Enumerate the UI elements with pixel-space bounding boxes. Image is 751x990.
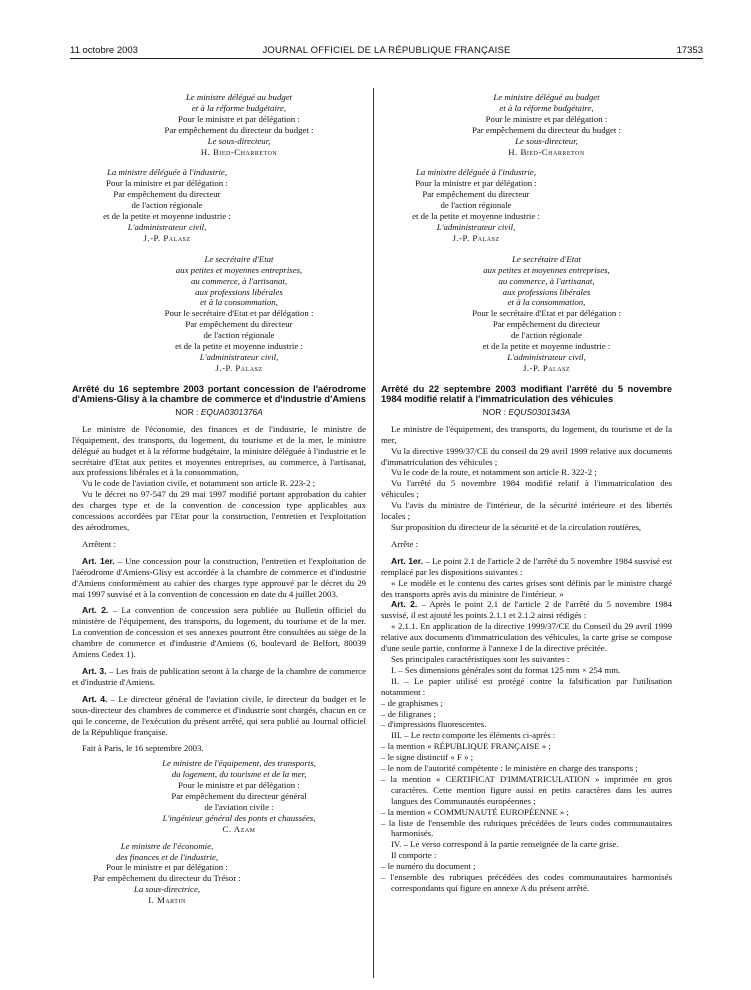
article-paragraph bbox=[72, 605, 366, 660]
signature-line: Le ministre de l'économie, bbox=[120, 840, 214, 851]
signature-line: Par empêchement du directeur du budget : bbox=[471, 124, 621, 135]
list-item: – le nom de l'autorité compétente : le ministère en charge des transports ; bbox=[381, 763, 638, 774]
point-III: III. – Le recto comporte les éléments ci-après : bbox=[391, 730, 556, 741]
article-text: – Le point 2.1 de l'article 2 de l'arrêté du 5 novembre 1984 susvisé est remplacé par les dispositions suivantes : bbox=[381, 555, 672, 577]
visa-paragraph: Vu la directive 1999/37/CE du conseil du 29 avril 1999 relative aux documents d'immatriculation des véhicules ; bbox=[381, 445, 672, 467]
point-IV: IV. – Le verso correspond à la partie renseignée de la carte grise. bbox=[391, 839, 619, 850]
list-item: – la mention « COMMUNAUTÉ EUROPÉENNE » ; bbox=[381, 806, 569, 817]
signature-line: au commerce, à l'artisanat, bbox=[498, 275, 595, 286]
signature-line: La ministre déléguée à l'industrie, bbox=[415, 167, 537, 178]
signature-line: Pour le secrétaire d'Etat et par délégation : bbox=[164, 308, 314, 319]
page-header bbox=[70, 44, 703, 59]
signature-line: de l'action régionale bbox=[131, 200, 203, 211]
signature-line: et à la consommation, bbox=[507, 297, 586, 308]
signature-secretaire-etat bbox=[381, 254, 672, 374]
article-paragraph bbox=[72, 556, 366, 600]
nor-label: NOR : bbox=[482, 406, 506, 417]
comporte-intro: Il comporte : bbox=[391, 850, 437, 861]
signature-line: Le sous-directeur, bbox=[207, 135, 271, 146]
signature-line: Par empêchement du directeur du Trésor : bbox=[93, 873, 241, 884]
list-item: – de filigranes ; bbox=[381, 708, 436, 719]
signature-line: Par empêchement du directeur du budget : bbox=[164, 124, 314, 135]
article-paragraph bbox=[72, 666, 366, 688]
signature-line: Le secrétaire d'Etat bbox=[512, 253, 581, 264]
signature-line: Pour le secrétaire d'Etat et par délégation : bbox=[472, 308, 621, 319]
column-divider bbox=[373, 88, 374, 978]
signature-line: et de la petite et moyenne industrie : bbox=[412, 211, 540, 222]
signature-line: et à la réforme budgétaire, bbox=[499, 102, 594, 113]
article-paragraph bbox=[72, 694, 366, 738]
signature-economie bbox=[72, 841, 262, 906]
left-column bbox=[72, 92, 366, 972]
signature-secretaire-etat bbox=[72, 254, 366, 374]
list-item: – le signe distinctif « F » ; bbox=[381, 752, 474, 763]
arrete-heading: Arrête : bbox=[391, 538, 419, 549]
signature-name: C. Azam bbox=[222, 823, 256, 834]
signature-line: Par empêchement du directeur bbox=[422, 189, 530, 200]
signature-line: aux professions libérales bbox=[502, 286, 591, 297]
signature-line: et de la petite et moyenne industrie : bbox=[103, 211, 231, 222]
characteristics-intro: Ses principales caractéristiques sont les suivantes : bbox=[391, 653, 570, 664]
right-column bbox=[381, 92, 672, 972]
signature-name: J.-P. Palasz bbox=[452, 232, 500, 243]
article-label: Art. 2. bbox=[82, 605, 109, 616]
nor-label: NOR : bbox=[175, 406, 199, 417]
arrete-body bbox=[72, 424, 366, 754]
signature-line: aux petites et moyennes entreprises, bbox=[175, 264, 303, 275]
signature-line: aux professions libérales bbox=[195, 286, 283, 297]
signature-line: Pour le ministre et par délégation : bbox=[106, 862, 228, 873]
nor-reference bbox=[381, 407, 672, 418]
nor-code: EQUA0301376A bbox=[200, 406, 263, 417]
signature-line: du logement, du tourisme et de la mer, bbox=[171, 769, 307, 780]
signature-line: Le ministre délégué au budget bbox=[185, 92, 293, 102]
arrete-title: Arrêté du 22 septembre 2003 modifiant l'arrêté du 5 novembre 1984 modifié relatif à l'immatriculation des véhicules bbox=[381, 383, 672, 405]
signature-equipement bbox=[72, 758, 366, 834]
signature-line: Par empêchement du directeur bbox=[185, 319, 293, 330]
article-label: Art. 1er. bbox=[391, 555, 424, 566]
signature-name: J.-P. Palasz bbox=[522, 362, 571, 373]
signature-line: Pour la ministre et par délégation : bbox=[106, 178, 228, 189]
point-I: I. – Ses dimensions générales sont du format 125 mm × 254 mm. bbox=[391, 664, 621, 675]
signature-line: Par empêchement du directeur bbox=[492, 319, 601, 330]
signature-line: des finances et de l'industrie, bbox=[115, 851, 219, 862]
visa-paragraph: Vu le code de l'aviation civile, et notamment son article R. 223-2 ; bbox=[82, 478, 316, 489]
signature-line: La sous-directrice, bbox=[133, 884, 201, 895]
article-text: – Le directeur général de l'aviation civile, le directeur du budget et le sous-directeur des chambres de commerce et d'industrie sont chargés, chacun en ce qui le concerne, de l'exécution du présent arrêté, qui sera publié au Journal officiel de la République française. bbox=[72, 693, 366, 737]
visa-paragraph: Vu l'avis du ministre de l'intérieur, de la sécurité intérieure et des libertés locales ; bbox=[381, 500, 672, 522]
article-label: Art. 4. bbox=[82, 693, 108, 704]
signature-line: L'administrateur civil, bbox=[507, 351, 586, 362]
signature-line: de l'action régionale bbox=[440, 200, 512, 211]
list-item: – la mention « RÉPUBLIQUE FRANÇAISE » ; bbox=[381, 741, 551, 752]
article-label: Art. 1er. bbox=[82, 555, 115, 566]
signature-budget bbox=[72, 92, 366, 157]
list-item: – de graphismes ; bbox=[381, 697, 443, 708]
list-item: – l'ensemble des rubriques précédées des codes communautaires harmonisés correspondants qui figure en annexe A du présent arrêté. bbox=[381, 872, 672, 893]
header-title: JOURNAL OFFICIEL DE LA RÉPUBLIQUE FRANÇAISE bbox=[262, 45, 511, 56]
point-II: II. – Le papier utilisé est protégé contre la falsification par l'utilisation notamment : bbox=[381, 675, 672, 697]
list-item: – d'impressions fluorescentes. bbox=[381, 719, 487, 730]
article-text: – Après le point 2.1 de l'article 2 de l'arrêté du 5 novembre 1984 susvisé, il est ajouté les points 2.1.1 et 2.1.2 ainsi rédigés : bbox=[381, 599, 672, 621]
signature-line: Pour le ministre et par délégation : bbox=[485, 113, 608, 124]
signature-line: de l'action régionale bbox=[203, 330, 275, 341]
visa-paragraph: Sur proposition du directeur de la sécurité et de la circulation routières, bbox=[391, 522, 642, 532]
signature-line: Le secrétaire d'Etat bbox=[204, 253, 274, 264]
signature-line: de l'action régionale bbox=[511, 330, 582, 341]
signature-industrie bbox=[381, 167, 571, 243]
signature-line: La ministre déléguée à l'industrie, bbox=[106, 167, 228, 178]
article-paragraph bbox=[381, 556, 672, 578]
signature-line: L'administrateur civil, bbox=[127, 221, 207, 232]
list-item: – la liste de l'ensemble des rubriques précédées de leurs codes communautaires harmonisés. bbox=[381, 817, 672, 839]
signature-line: Le ministre délégué au budget bbox=[493, 92, 600, 102]
article-text: – Une concession pour la construction, l'entretien et l'exploitation de l'aérodrome d'Amiens-Glisy est accordée à la chambre de commerce et d'industrie d'Amiens conformément au cahier des charges type approuvé par le décret du 29 mai 1997 susvisé et à la convention de concession en date du 4 juillet 2003. bbox=[72, 555, 366, 599]
visa-paragraph: Le ministre de l'équipement, des transports, du logement, du tourisme et de la mer, bbox=[381, 423, 672, 445]
article-text: – La convention de concession sera publiée au Bulletin officiel du ministère de l'équipement, des transports, du logement, du tourisme et de la mer. La convention de concession et ses annexes pourront être consultées au siège de la chambre de commerce et d'industrie d'Amiens (6, boulevard de Belfort, 80039 Amiens Cedex 1). bbox=[72, 605, 366, 660]
signature-line: et à la consommation, bbox=[200, 297, 278, 308]
signature-name: J.-P. Palasz bbox=[143, 232, 191, 243]
signature-name: H. Bied-Charreton bbox=[508, 146, 585, 157]
signature-line: Pour le ministre et par délégation : bbox=[178, 780, 300, 791]
signature-line: L'administrateur civil, bbox=[436, 221, 516, 232]
list-item: – le numéro du document ; bbox=[381, 861, 476, 872]
signature-line: de l'aviation civile : bbox=[204, 801, 274, 812]
header-date: 11 octobre 2003 bbox=[70, 45, 138, 56]
list-item: – la mention « CERTIFICAT D'IMMATRICULATION » imprimée en gros caractères. Cette mention figure aussi en petits caractères dans les autres langues des Communautés européennes ; bbox=[381, 773, 672, 806]
signature-line: aux petites et moyennes entreprises, bbox=[483, 264, 610, 275]
visa-paragraph: Vu le code de la route, et notamment son article R. 322-2 ; bbox=[391, 467, 597, 478]
signature-budget bbox=[381, 92, 672, 157]
article-label: Art. 3. bbox=[82, 665, 107, 676]
signature-industrie bbox=[72, 167, 262, 243]
signature-line: Par empêchement du directeur bbox=[113, 189, 221, 200]
article-quote: « Le modèle et le contenu des cartes grises sont définis par le ministre chargé des transports après avis du ministre de l'intérieur. » bbox=[381, 577, 672, 599]
visa-paragraph: Vu l'arrêté du 5 novembre 1984 modifié relatif à l'immatriculation des véhicules ; bbox=[381, 478, 672, 500]
visa-paragraph: Le ministre de l'économie, des finances et de l'industrie, le ministre de l'équipement, des transports, du logement, du tourisme et de la mer, le ministre délégué au budget et à la réforme budgétaire, la ministre déléguée à l'industrie et le secrétaire d'Etat aux petites et moyennes entreprises, au commerce, à l'artisanat, aux professions libérales et à la consommation, bbox=[72, 423, 366, 478]
nor-reference bbox=[72, 407, 366, 418]
signature-line: L'ingénieur général des ponts et chaussées, bbox=[162, 812, 316, 823]
signature-line: au commerce, à l'artisanat, bbox=[190, 275, 288, 286]
article-label: Art. 2. bbox=[391, 599, 418, 610]
place-date: Fait à Paris, le 16 septembre 2003. bbox=[82, 743, 204, 754]
visa-paragraph: Vu le décret no 97-547 du 29 mai 1997 modifié portant approbation du cahier des charges type et de la convention de concession type applicables aux concessions accordées par l'Etat pour la construction, l'entretien et l'exploitation des aérodromes, bbox=[72, 489, 366, 532]
signature-line: L'administrateur civil, bbox=[199, 351, 279, 362]
signature-name: I. Martin bbox=[148, 895, 186, 906]
arrete-body bbox=[381, 424, 672, 894]
signature-line: et de la petite et moyenne industrie : bbox=[482, 341, 611, 352]
article-text: – Les frais de publication seront à la charge de la chambre de commerce et d'industrie d'Amiens. bbox=[72, 665, 366, 687]
header-page-number: 17353 bbox=[676, 45, 703, 56]
signature-line: Le ministre de l'équipement, des transports, bbox=[162, 758, 316, 769]
signature-line: et de la petite et moyenne industrie : bbox=[175, 341, 303, 352]
arretent-heading: Arrêtent : bbox=[82, 538, 116, 549]
signature-line: Le sous-directeur, bbox=[515, 135, 578, 146]
signature-line: Pour le ministre et par délégation : bbox=[178, 113, 300, 124]
signature-line: Pour la ministre et par délégation : bbox=[415, 178, 537, 189]
arrete-title: Arrêté du 16 septembre 2003 portant concession de l'aérodrome d'Amiens-Glisy à la chambre de commerce et d'industrie d'Amiens bbox=[72, 383, 366, 405]
signature-line: Par empêchement du directeur général bbox=[171, 791, 307, 802]
article-paragraph bbox=[381, 599, 672, 621]
nor-code: EQUS0301343A bbox=[508, 406, 571, 417]
signature-line: et à la réforme budgétaire, bbox=[191, 102, 287, 113]
point-2-1-1: « 2.1.1. En application de la directive 1999/37/CE du Conseil du 29 avril 1999 relative aux documents d'immatriculation des véhicules, la carte grise se compose d'une seule partie, conforme à l'annexe I de la directive précitée. bbox=[381, 621, 672, 654]
signature-name: H. Bied-Charreton bbox=[200, 146, 278, 157]
signature-name: J.-P. Palasz bbox=[215, 362, 263, 373]
